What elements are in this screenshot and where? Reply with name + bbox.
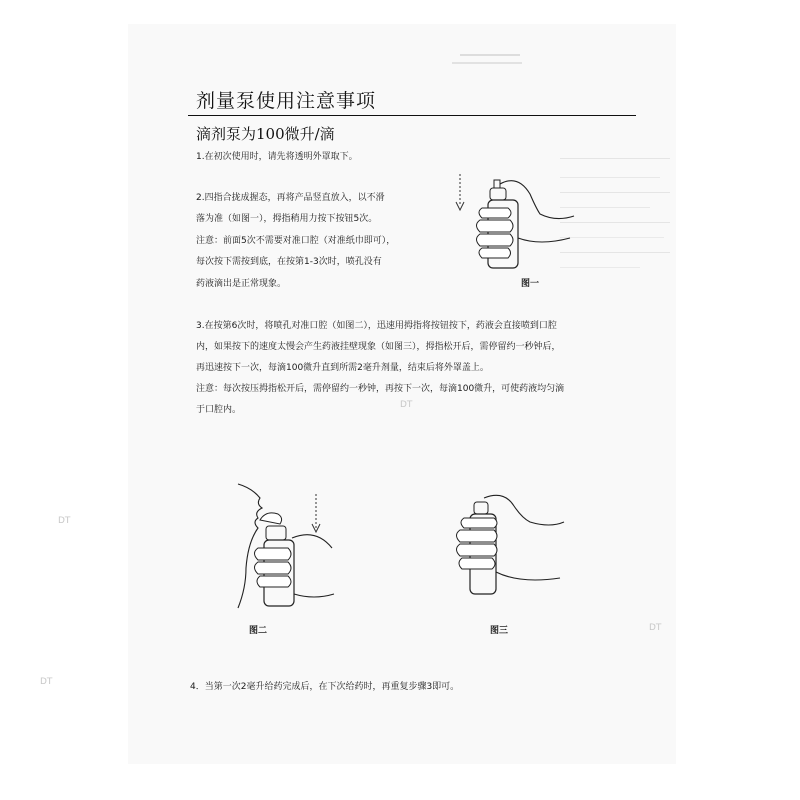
step-3-line-2: 内，如果按下的速度太慢会产生药液挂壁现象（如图三），拇指松开后，需停留约一秒钟后， bbox=[196, 342, 561, 352]
step-2-note-line-1: 注意：前面5次不需要对准口腔（对准纸巾即可）， bbox=[196, 236, 396, 246]
title-divider bbox=[188, 115, 636, 116]
watermark-dt: DT bbox=[649, 623, 662, 633]
step-2-line-2: 落为准（如图一），拇指稍用力按下按钮5次。 bbox=[196, 214, 378, 224]
step-3-note-line-2: 于口腔内。 bbox=[196, 405, 242, 415]
watermark-dt: DT bbox=[40, 677, 53, 687]
step-3-line-1: 3.在按第6次时，将喷孔对准口腔（如图二），迅速用拇指将按钮按下，药液会直接喷到口腔 bbox=[196, 321, 557, 331]
figure-2-illustration bbox=[220, 478, 350, 618]
step-2-line-1: 2.四指合拢成握态，再将产品竖直放入，以不滑 bbox=[196, 193, 385, 203]
figure-3-caption: 图三 bbox=[490, 626, 509, 636]
step-2-note-line-3: 药液滴出是正常现象。 bbox=[196, 279, 287, 289]
step-3-note-line-1: 注意：每次按压拇指松开后，需停留约一秒钟，再按下一次，每滴100微升，可使药液均匀滴 bbox=[196, 384, 565, 394]
step-1-text: 1.在初次使用时，请先将透明外罩取下。 bbox=[196, 152, 358, 162]
page-subtitle: 滴剂泵为100微升/滴 bbox=[196, 125, 335, 143]
figure-1-illustration bbox=[452, 168, 582, 278]
step-2-note-line-2: 每次按下需按到底，在按第1-3次时，喷孔没有 bbox=[196, 257, 382, 267]
watermark-dt: DT bbox=[58, 516, 71, 526]
figure-2-caption: 图二 bbox=[249, 626, 268, 636]
show-through-text bbox=[440, 50, 600, 90]
step-4-text: 4．当第一次2毫升给药完成后，在下次给药时，再重复步骤3即可。 bbox=[190, 682, 460, 692]
step-3-line-3: 再迅速按下一次，每滴100微升直到所需2毫升剂量，结束后将外罩盖上。 bbox=[196, 363, 489, 373]
figure-1-caption: 图一 bbox=[521, 279, 540, 289]
figure-3-illustration bbox=[440, 488, 570, 608]
page-title: 剂量泵使用注意事项 bbox=[196, 90, 377, 112]
watermark-dt: DT bbox=[400, 400, 413, 410]
